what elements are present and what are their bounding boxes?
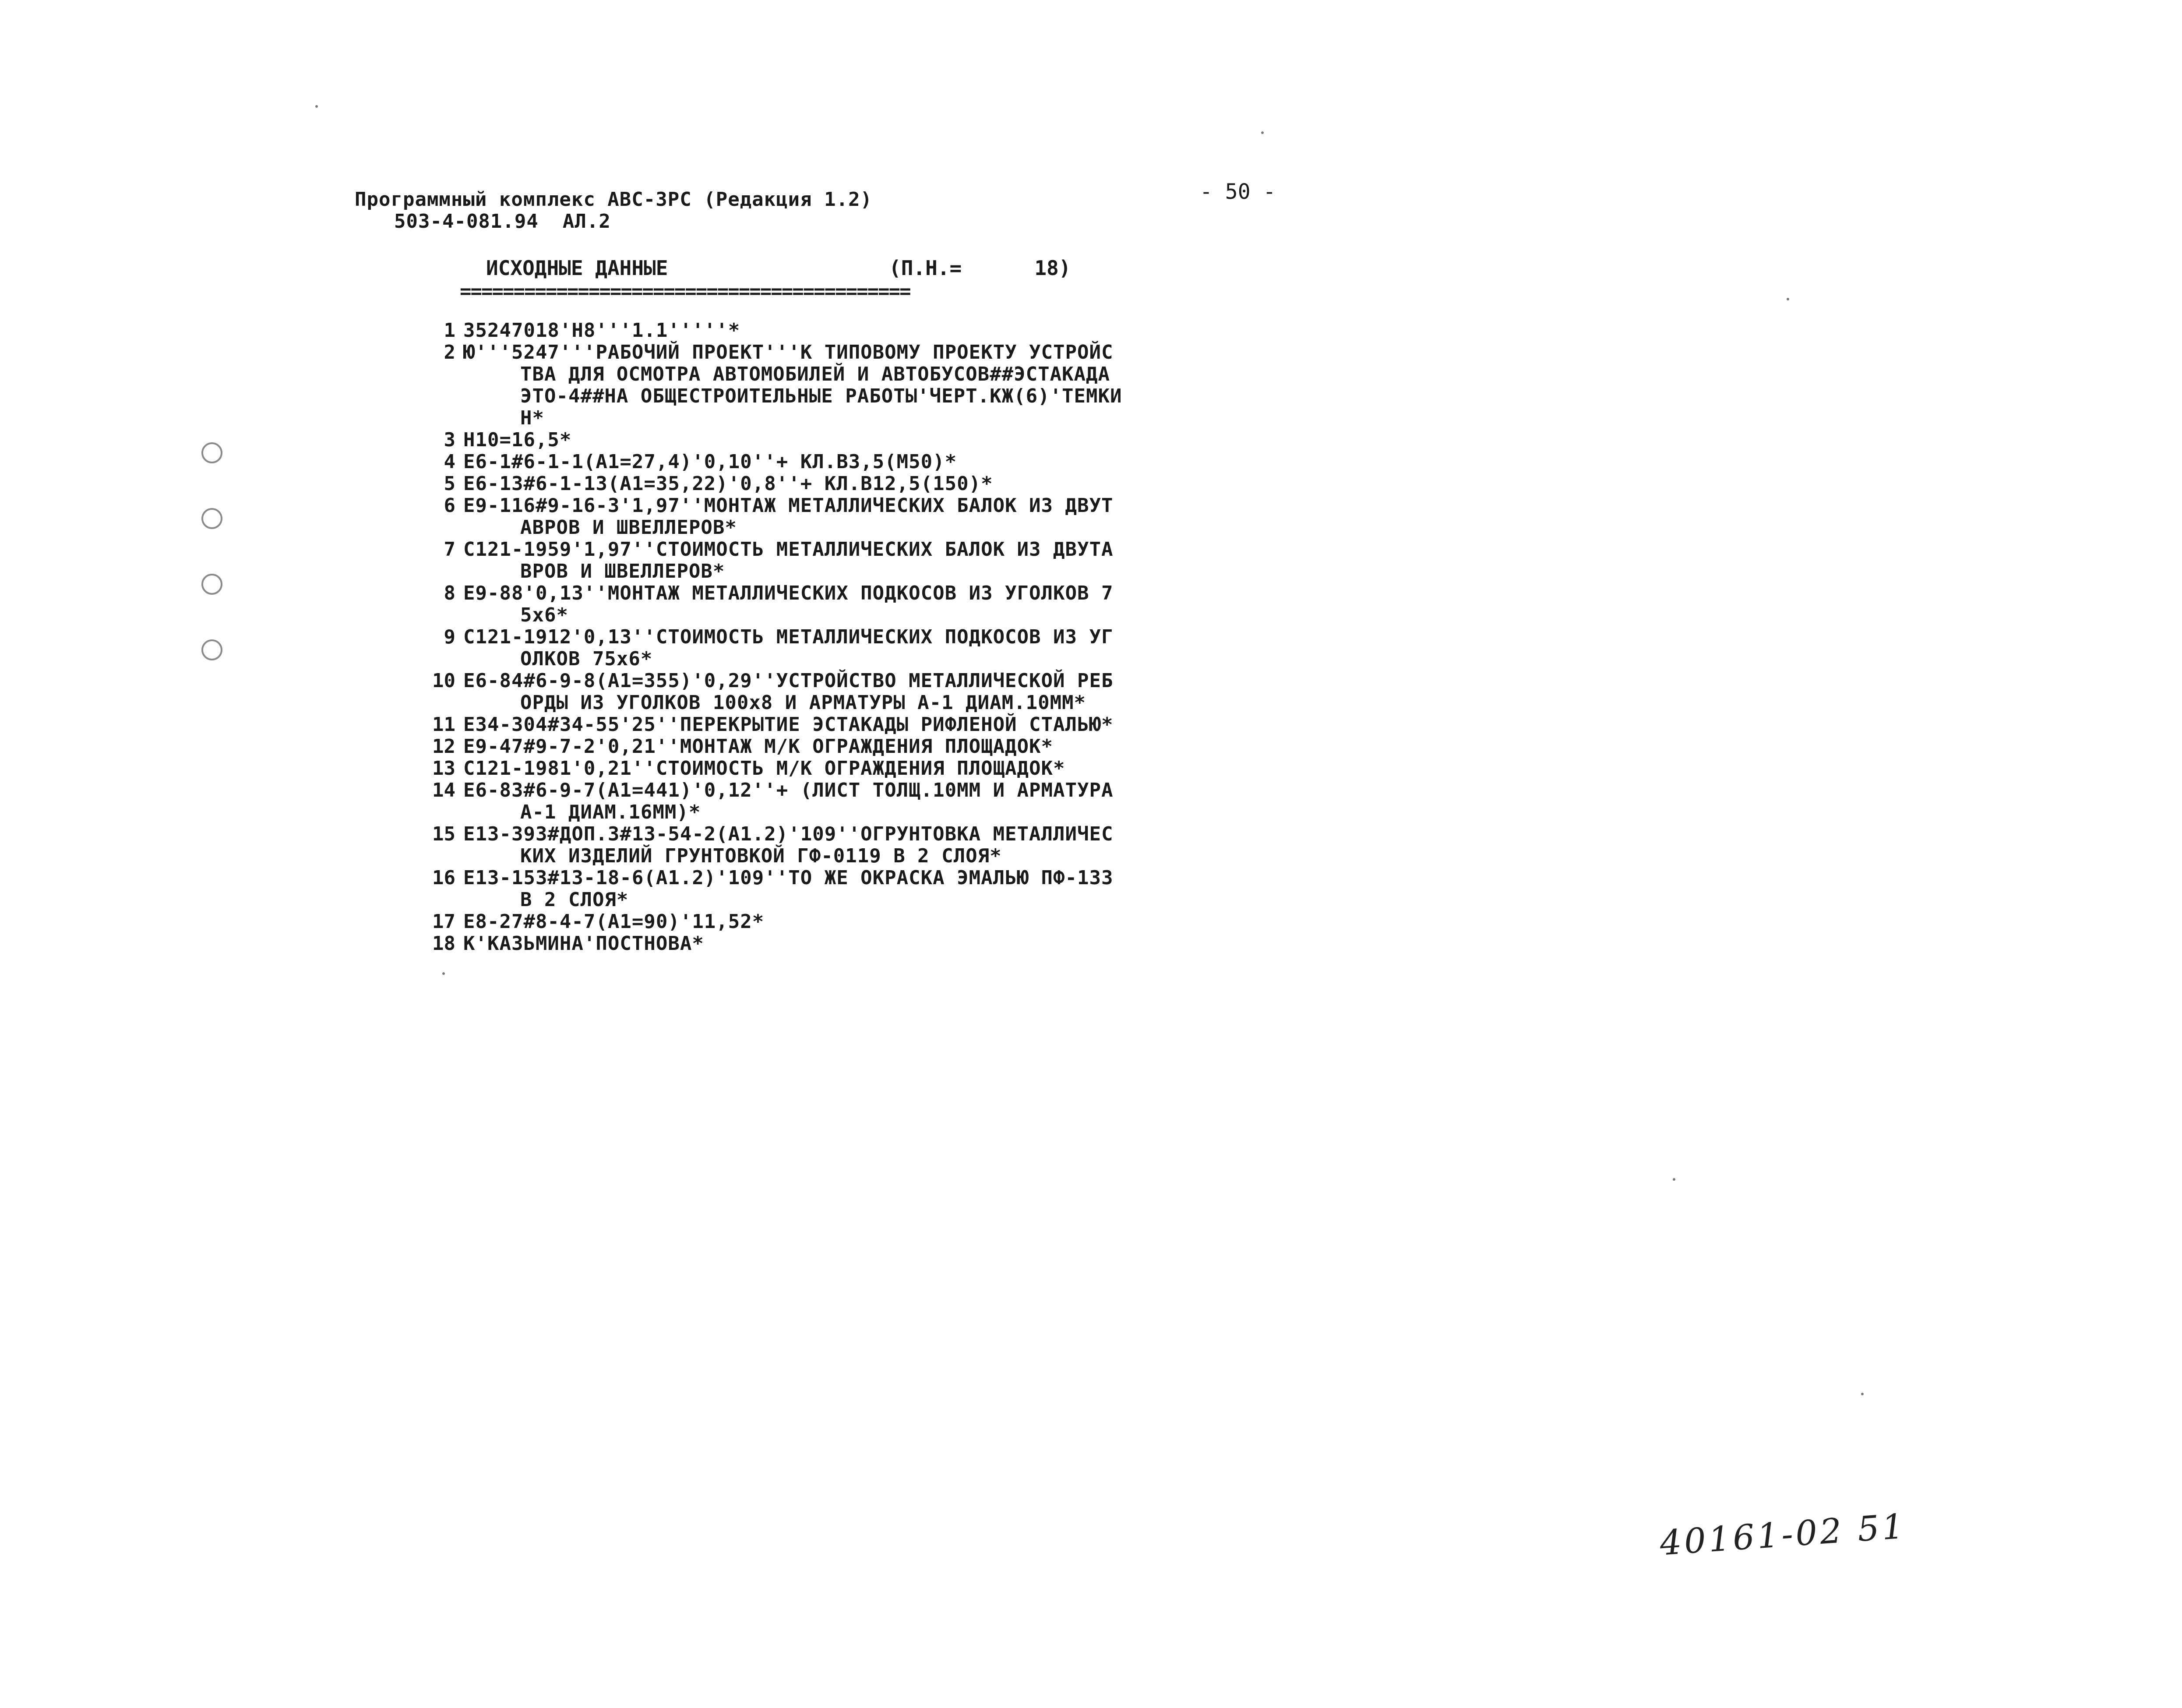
entry-row [412,582,1122,626]
entry-row [412,670,1122,714]
entry-row [412,736,1122,758]
entry-row [412,429,1122,451]
scan-speck [315,105,318,108]
binder-hole [201,442,222,463]
entry-line: К'КАЗЬМИНА'ПОСТНОВА* [463,932,704,955]
entry-line: Е9-88'0,13''МОНТАЖ МЕТАЛЛИЧЕСКИХ ПОДКОСОВ ИЗ УГОЛКОВ 7 [463,582,1114,604]
entry-line: ЭТО-4##НА ОБЩЕСТРОИТЕЛЬНЫЕ РАБОТЫ'ЧЕРТ.КЖ(6)'ТЕМКИ [520,385,1122,407]
entry-number: 8 [444,582,455,604]
entry-line: ВРОВ И ШВЕЛЛЕРОВ* [520,560,725,582]
binder-hole [201,508,222,529]
entry-line: В 2 СЛОЯ* [520,889,629,911]
entry-number: 7 [444,538,455,561]
entry-line: Н10=16,5* [463,429,572,451]
entry-line: С121-1912'0,13''СТОИМОСТЬ МЕТАЛЛИЧЕСКИХ ПОДКОСОВ ИЗ УГ [463,626,1114,648]
entry-line: Е6-13#6-1-13(А1=35,22)'0,8''+ КЛ.В12,5(150)* [463,473,993,495]
entry-line: ОРДЫ ИЗ УГОЛКОВ 100х8 И АРМАТУРЫ А-1 ДИАМ.10ММ* [520,692,1086,714]
entry-number: 15 [432,823,455,845]
entry-number: 4 [444,451,455,473]
entry-row [412,495,1122,539]
entry-number: 1 [444,319,455,342]
entry-row [412,780,1122,823]
entry-number: 14 [432,779,455,801]
entry-row [412,473,1122,495]
entry-line: Е8-27#8-4-7(А1=90)'11,52* [463,910,765,933]
entry-line: АВРОВ И ШВЕЛЛЕРОВ* [520,516,737,539]
entry-line: ТВА ДЛЯ ОСМОТРА АВТОМОБИЛЕЙ И АВТОБУСОВ##ЭСТАКАДА [520,363,1110,385]
entry-row [412,758,1122,780]
entry-row [412,911,1122,933]
entry-line: Ю'''5247'''РАБОЧИЙ ПРОЕКТ'''К ТИПОВОМУ ПРОЕКТУ УСТРОЙС [463,341,1114,363]
handwritten-sheet-number: 40161-02 51 [1658,1507,1908,1563]
entry-line: 35247018'Н8'''1.1'''''* [463,319,740,342]
entry-line: Е6-83#6-9-7(А1=441)'0,12''+ (ЛИСТ ТОЛЩ.10ММ И АРМАТУРА [463,779,1114,801]
entry-line: Е9-116#9-16-3'1,97''МОНТАЖ МЕТАЛЛИЧЕСКИХ БАЛОК ИЗ ДВУТ [463,494,1114,517]
entry-row [412,539,1122,582]
entry-row [412,933,1122,955]
entry-number: 13 [432,757,455,780]
entry-row [412,342,1122,429]
entry-line: С121-1981'0,21''СТОИМОСТЬ М/К ОГРАЖДЕНИЯ ПЛОЩАДОК* [463,757,1065,780]
entry-row [412,823,1122,867]
entry-row [412,626,1122,670]
entry-row [412,320,1122,342]
entry-number: 10 [432,670,455,692]
section-title: ИСХОДНЫЕ ДАННЫЕ [486,256,668,280]
entry-number: 3 [444,429,455,451]
entry-number: 16 [432,867,455,889]
entry-number: 11 [432,713,455,736]
entry-number: 9 [444,626,455,648]
scan-speck [1673,1178,1675,1181]
entries-list [412,320,1122,955]
scan-speck [1787,298,1789,300]
entry-row [412,714,1122,736]
entry-number: 18 [432,932,455,955]
page-marker: - 50 - [1200,180,1276,204]
entry-line: А-1 ДИАМ.16ММ)* [520,801,701,823]
entry-row [412,451,1122,473]
entry-line: ОЛКОВ 75х6* [520,648,653,670]
entry-number: 17 [432,910,455,933]
entry-number: 6 [444,494,455,517]
entry-row [412,867,1122,911]
entry-line: Е34-304#34-55'25''ПЕРЕКРЫТИЕ ЭСТАКАДЫ РИФЛЕНОЙ СТАЛЬЮ* [463,713,1114,736]
entry-line: Е6-84#6-9-8(А1=355)'0,29''УСТРОЙСТВО МЕТАЛЛИЧЕСКОЙ РЕБ [463,670,1114,692]
document-code: 503-4-081.94 АЛ.2 [394,210,611,233]
entry-line: Н* [520,407,544,429]
section-rule: ========================================== [460,280,910,303]
entry-line: Е13-153#13-18-6(А1.2)'109''ТО ЖЕ ОКРАСКА ЭМАЛЬЮ ПФ-133 [463,867,1114,889]
scan-speck [1861,1393,1864,1395]
binder-hole [201,574,222,595]
entry-line: С121-1959'1,97''СТОИМОСТЬ МЕТАЛЛИЧЕСКИХ БАЛОК ИЗ ДВУТА [463,538,1114,561]
entry-number: 2 [444,341,455,363]
entry-line: Е9-47#9-7-2'0,21''МОНТАЖ М/К ОГРАЖДЕНИЯ ПЛОЩАДОК* [463,735,1054,758]
scan-speck [442,972,445,975]
section-pn: (П.Н.= 18) [889,256,1071,280]
entry-number: 12 [432,735,455,758]
binder-hole [201,639,222,660]
entry-number: 5 [444,473,455,495]
entry-line: 5х6* [520,604,568,626]
entry-line: КИХ ИЗДЕЛИЙ ГРУНТОВКОЙ ГФ-0119 В 2 СЛОЯ* [520,845,1002,867]
entry-line: Е13-393#ДОП.3#13-54-2(А1.2)'109''ОГРУНТОВКА МЕТАЛЛИЧЕС [463,823,1114,845]
scan-speck [1261,131,1264,134]
entry-line: Е6-1#6-1-1(А1=27,4)'0,10''+ КЛ.В3,5(М50)* [463,451,957,473]
program-title: Программный комплекс АВС-ЗРС (Редакция 1.2) [355,188,873,211]
